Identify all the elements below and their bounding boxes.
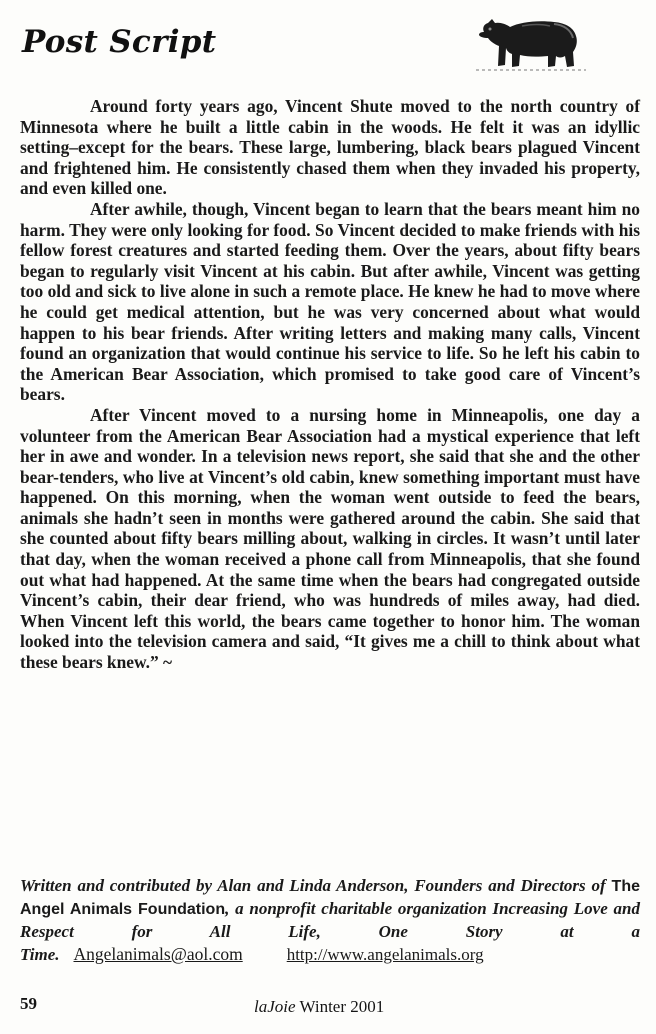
credits-description: , a nonprofit charitable organization Increasing Love and Respect for All Life, One Story at a Time. [20,899,640,964]
issue-label: Winter 2001 [295,997,385,1016]
website-link[interactable]: http://www.angelanimals.org [286,945,484,964]
article-paragraph: Around forty years ago, Vincent Shute moved to the north country of Minnesota where he built a little cabin in the woods. He felt it was an idyllic setting–except for the bears. These large, lumbering, black bears plagued Vincent and frightened him. He consistently chased them when they invaded his property, and even killed one. [20,96,640,199]
page-number: 59 [20,994,37,1013]
article-paragraph: After awhile, though, Vincent began to learn that the bears meant him no harm. They were only looking for food. So Vincent decided to make friends with his fellow forest creatures and started feeding them. Over the years, about fifty bears began to regularly visit Vincent at his cabin. But after awhile, Vincent was getting too old and sick to live alone in such a remote place. He knew he had to move where he could get medical attention, but he was very concerned about what would happen to his bear friends. After writing letters and making many calls, Vincent found an organization that would continue his service to life. So he left his cabin to the American Bear Association, which promised to take good care of Vincent’s bears. [20,198,640,405]
article-body [20,96,640,673]
article-paragraph: After Vincent moved to a nursing home in Minneapolis, one day a volunteer from the American Bear Association had a mystical experience that left her in awe and wonder. In a television news report, she said that she and the other bear-tenders, who live at Vincent’s old cabin, knew something important must have happened. On this morning, when the woman went outside to feed the bears, animals she hadn’t seen in months were gathered around the cabin. She said that she counted about fifty bears milling about, walking in circles. It wasn’t until later that day, when the woman received a phone call from Minneapolis, that she found out what had happened. At the same time when the bears had congregated outside Vincent’s cabin, their dear friend, who was hundreds of miles away, had died. When Vincent left this world, the bears came together to honor him. The woman looked into the television camera and said, “It gives me a chill to think about what these bears knew.” ~ [20,404,640,673]
credits-intro: Written and contributed by Alan and Linda Anderson, Founders and Directors of [20,876,612,895]
author-credits [20,875,640,966]
magazine-name: laJoie [254,997,296,1016]
email-link[interactable]: Angelanimals@aol.com [73,944,243,964]
publication-footer [254,997,384,1017]
organization-name: The Angel Animals Foundation [20,878,640,918]
page-title: Post Script [22,24,217,60]
bear-icon [476,10,586,80]
